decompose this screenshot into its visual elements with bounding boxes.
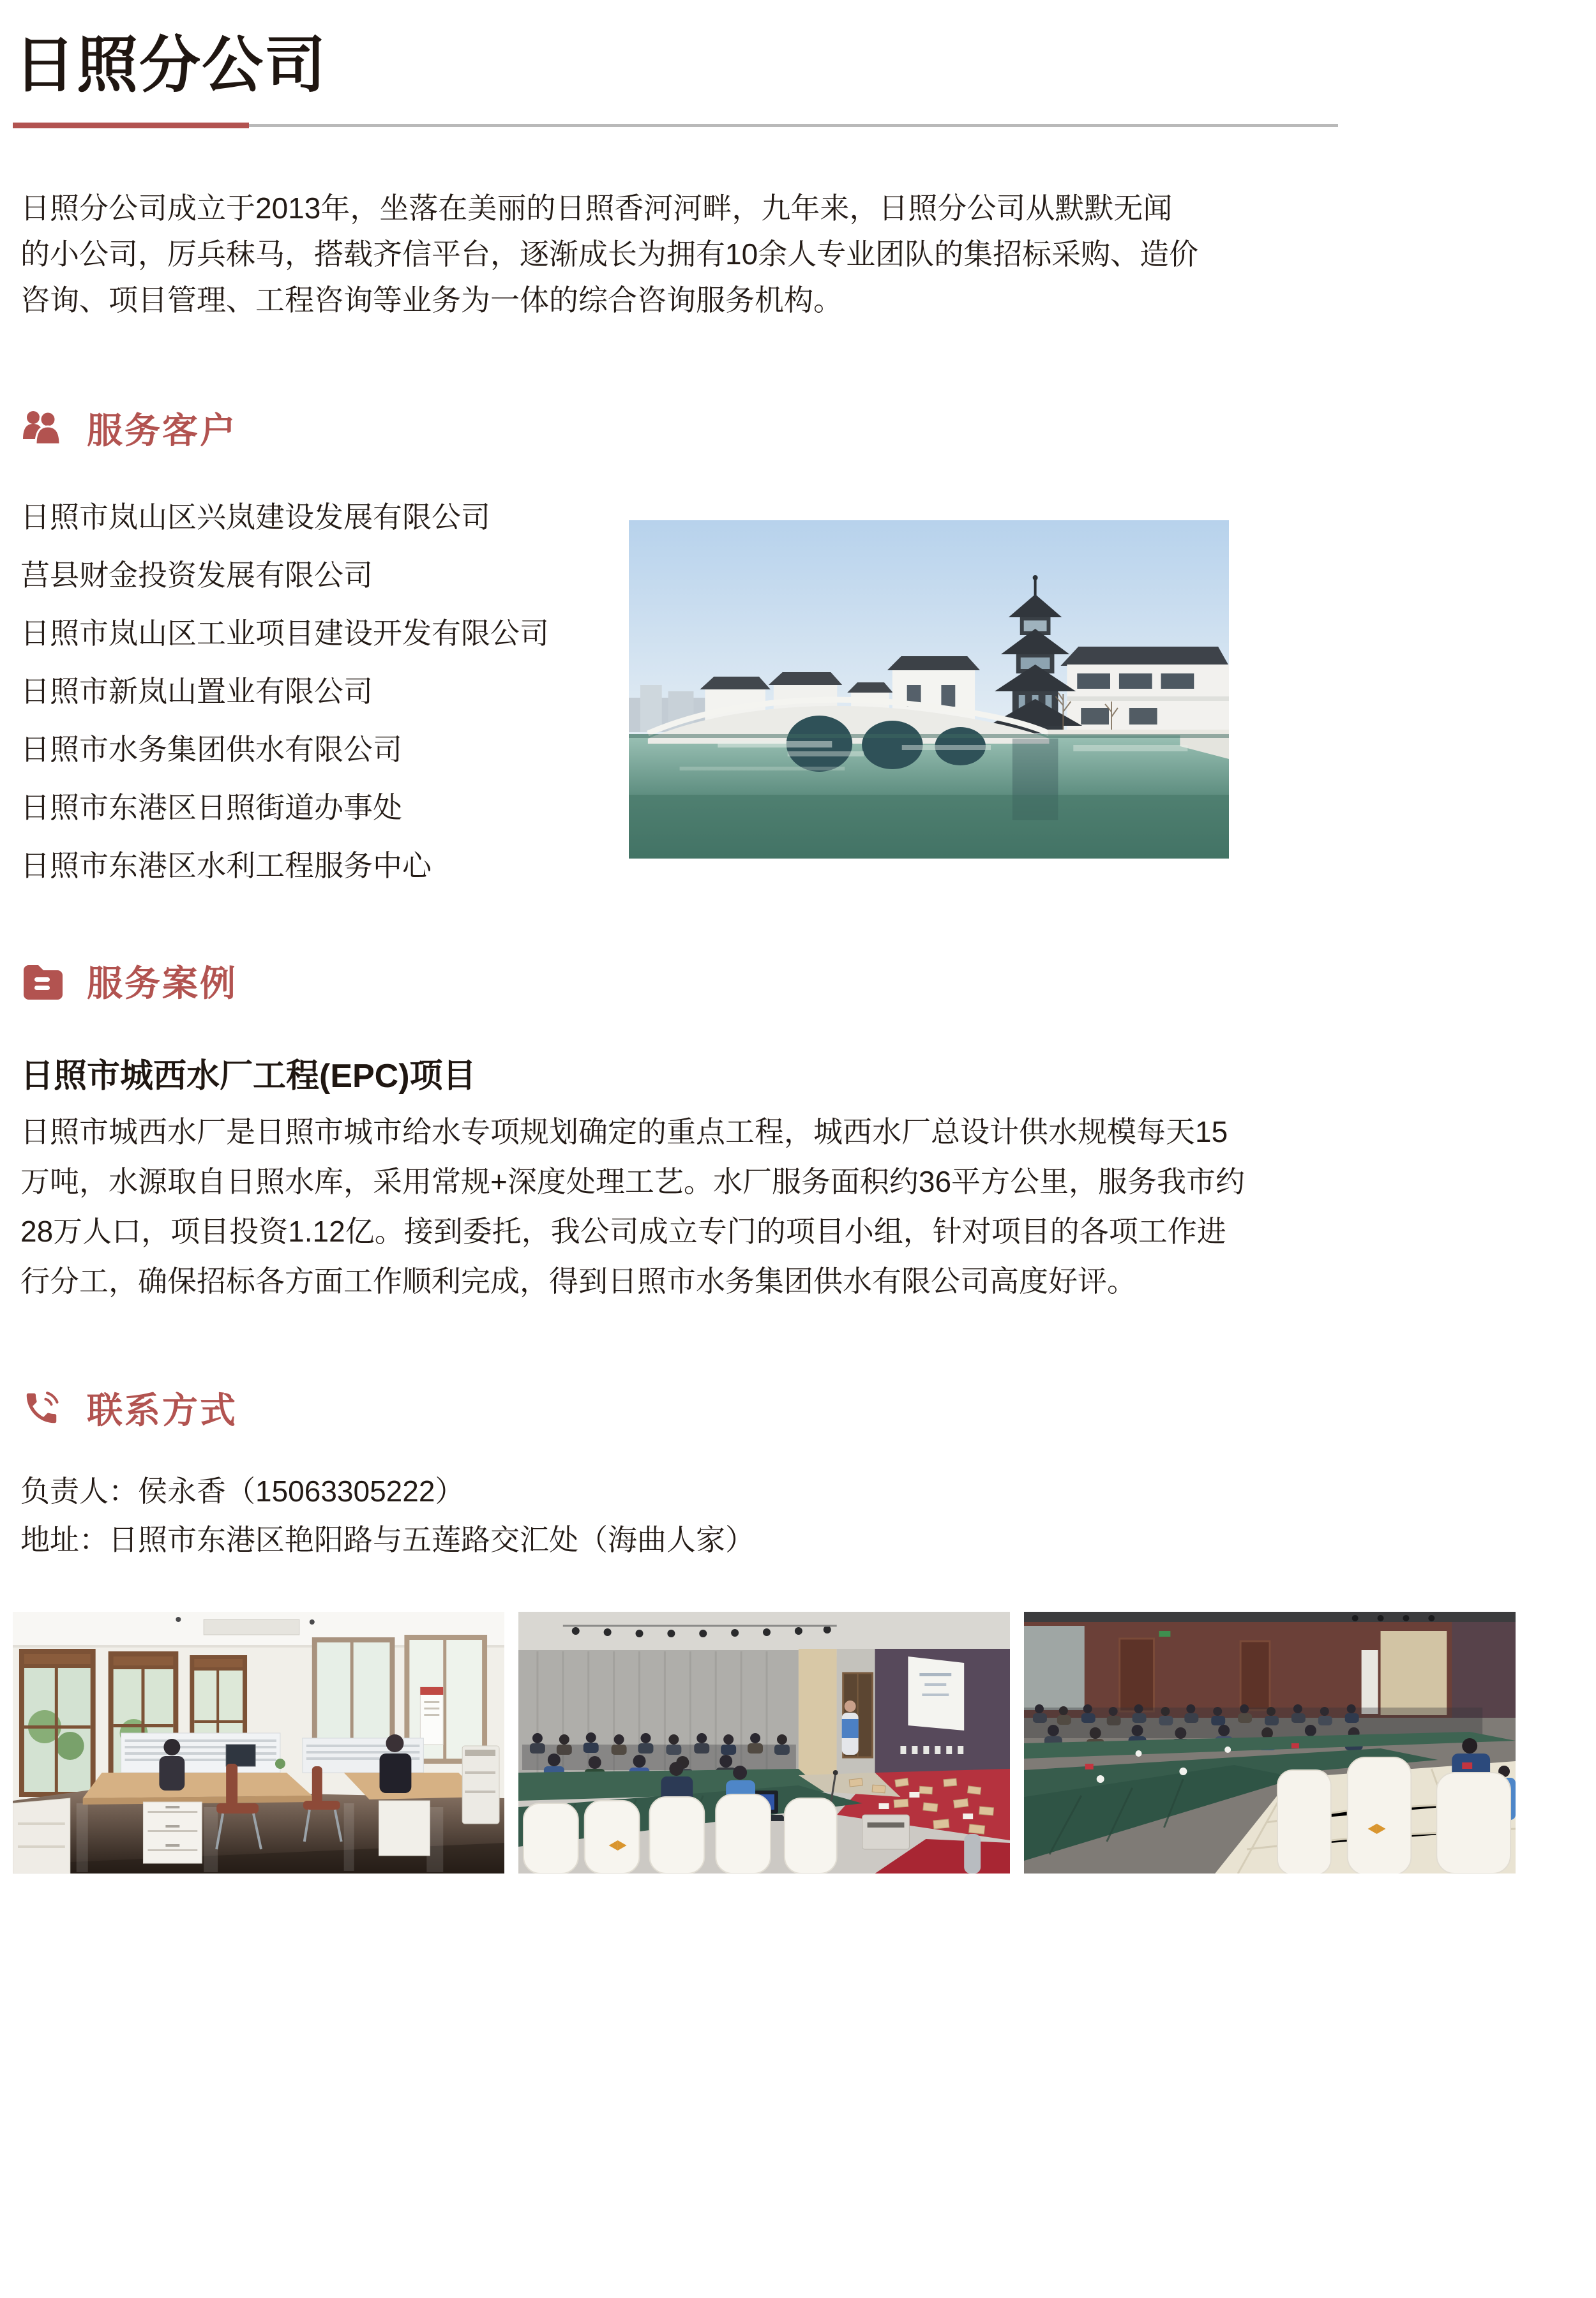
- client-item: 日照市新岚山置业有限公司: [20, 675, 373, 708]
- case-title: 日照市城西水厂工程(EPC)项目: [20, 1058, 476, 1095]
- section-heading-contact: 联系方式: [87, 1390, 237, 1431]
- audience-hall-photo: [1024, 1612, 1516, 1874]
- office-photo: [13, 1612, 504, 1874]
- intro-line: 的小公司，厉兵秣马，搭载齐信平台，逐渐成长为拥有10余人专业团队的集招标采购、造价: [20, 237, 1199, 271]
- client-item: 日照市岚山区工业项目建设开发有限公司: [20, 617, 549, 650]
- case-line: 万吨，水源取自日照水库，采用常规+深度处理工艺。水厂服务面积约36平方公里，服务我市约: [20, 1165, 1246, 1198]
- client-item: 日照市东港区水利工程服务中心: [20, 849, 432, 882]
- client-list: [20, 488, 549, 895]
- page-title: 日照分公司: [14, 31, 327, 100]
- pagoda-waterfront-photo: [629, 520, 1229, 859]
- client-item: 莒县财金投资发展有限公司: [20, 559, 373, 592]
- case-paragraph: [20, 1107, 1245, 1306]
- client-item: 日照市岚山区兴岚建设发展有限公司: [20, 500, 490, 534]
- contact-line: 负责人：侯永香（15063305222）: [20, 1475, 465, 1508]
- section-heading-clients: 服务客户: [87, 410, 237, 451]
- case-line: 行分工，确保招标各方面工作顺利完成，得到日照市水务集团供水有限公司高度好评。: [20, 1265, 1136, 1298]
- section-header-clients: [20, 409, 237, 451]
- intro-paragraph: [20, 185, 1198, 323]
- section-heading-cases: 服务案例: [87, 963, 237, 1003]
- users-icon: [20, 409, 63, 448]
- intro-line: 日照分公司成立于2013年，坐落在美丽的日照香河河畔，九年来，日照分公司从默默无闻: [20, 192, 1173, 225]
- client-item: 日照市水务集团供水有限公司: [20, 733, 402, 766]
- title-divider-accent: [13, 123, 249, 128]
- folder-icon: [20, 961, 63, 1001]
- case-line: 28万人口，项目投资1.12亿。接到委托，我公司成立专门的项目小组，针对项目的各项工作进: [20, 1215, 1226, 1248]
- client-item: 日照市东港区日照街道办事处: [20, 791, 402, 824]
- contact-line: 地址：日照市东港区艳阳路与五莲路交汇处（海曲人家）: [20, 1523, 755, 1556]
- photo-gallery: [13, 1612, 1516, 1874]
- section-header-contact: [20, 1388, 237, 1431]
- section-header-cases: [20, 961, 237, 1001]
- case-line: 日照市城西水厂是日照市城市给水专项规划确定的重点工程，城西水厂总设计供水规模每天15: [20, 1115, 1228, 1148]
- intro-line: 咨询、项目管理、工程咨询等业务为一体的综合咨询服务机构。: [20, 283, 843, 317]
- title-divider-gray: [249, 124, 1338, 127]
- contact-info: [20, 1467, 755, 1564]
- phone-icon: [20, 1388, 63, 1428]
- bid-opening-hall-photo: [518, 1612, 1010, 1874]
